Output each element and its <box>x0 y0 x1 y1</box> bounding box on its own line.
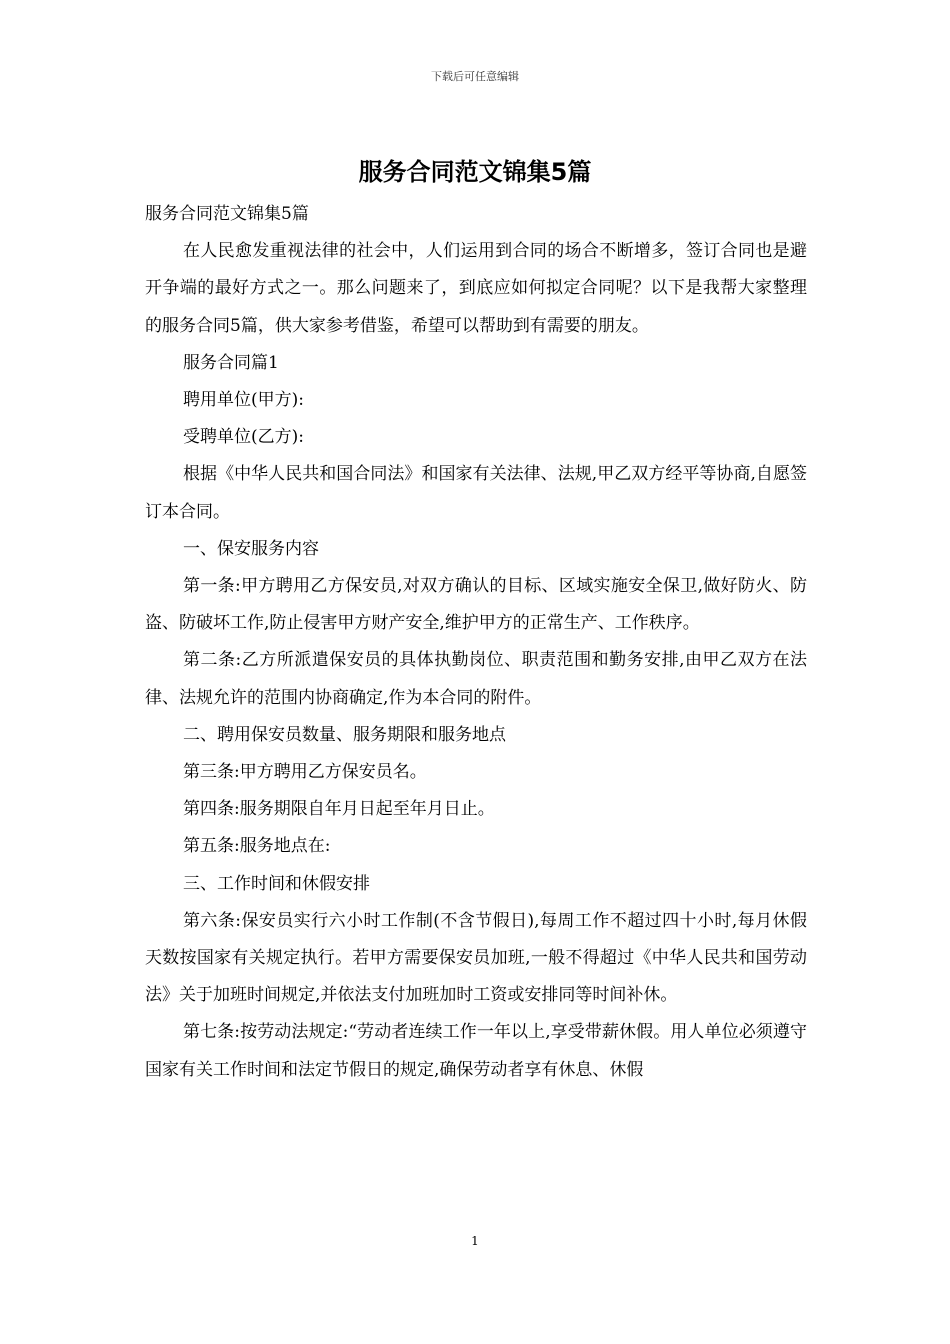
article-paragraph: 第七条:按劳动法规定:“劳动者连续工作一年以上,享受带薪休假。用人单位必须遵守国家有关工作时间和法定节假日的规定,确保劳动者享有休息、休假 <box>145 1022 807 1080</box>
article-paragraph: 第三条:甲方聘用乙方保安员名。 <box>183 762 427 783</box>
article-paragraph: 第四条:服务期限自年月日起至年月日止。 <box>183 799 495 820</box>
clause-heading: 二、聘用保安员数量、服务期限和服务地点 <box>183 724 506 745</box>
document-title: 服务合同范文锦集5篇 <box>358 158 592 186</box>
subtitle-paragraph: 服务合同范文锦集5篇 <box>145 204 309 224</box>
party-b-line: 受聘单位(乙方): <box>183 427 304 448</box>
clause-heading: 一、保安服务内容 <box>183 538 319 559</box>
article-paragraph: 第六条:保安员实行六小时工作制(不含节假日),每周工作不超过四十小时,每月休假天数按国家有关规定执行。若甲方需要保安员加班,一般不得超过《中华人民共和国劳动法》关于加班时间规定,并依法支付加班加时工资或安排同等时间补休。 <box>145 910 807 1006</box>
article-paragraph: 第一条:甲方聘用乙方保安员,对双方确认的目标、区域实施安全保卫,做好防火、防盗、防破坏工作,防止侵害甲方财产安全,维护甲方的正常生产、工作秩序。 <box>145 576 807 634</box>
page-number: 1 <box>471 1234 479 1248</box>
header-note: 下载后可任意编辑 <box>431 70 519 83</box>
clause-heading: 三、工作时间和休假安排 <box>183 873 370 894</box>
document-body <box>145 196 807 1089</box>
article-paragraph: 第五条:服务地点在: <box>183 836 331 857</box>
party-a-line: 聘用单位(甲方): <box>183 390 304 411</box>
section-heading: 服务合同篇1 <box>183 352 279 373</box>
intro-paragraph: 在人民愈发重视法律的社会中，人们运用到合同的场合不断增多，签订合同也是避开争端的最好方式之一。那么问题来了，到底应如何拟定合同呢？以下是我帮大家整理的服务合同5篇，供大家参考借鉴，希望可以帮助到有需要的朋友。 <box>145 241 807 336</box>
article-paragraph: 第二条:乙方所派遣保安员的具体执勤岗位、职责范围和勤务安排,由甲乙双方在法律、法规允许的范围内协商确定,作为本合同的附件。 <box>145 650 807 708</box>
basis-paragraph: 根据《中华人民共和国合同法》和国家有关法律、法规,甲乙双方经平等协商,自愿签订本合同。 <box>145 464 807 522</box>
